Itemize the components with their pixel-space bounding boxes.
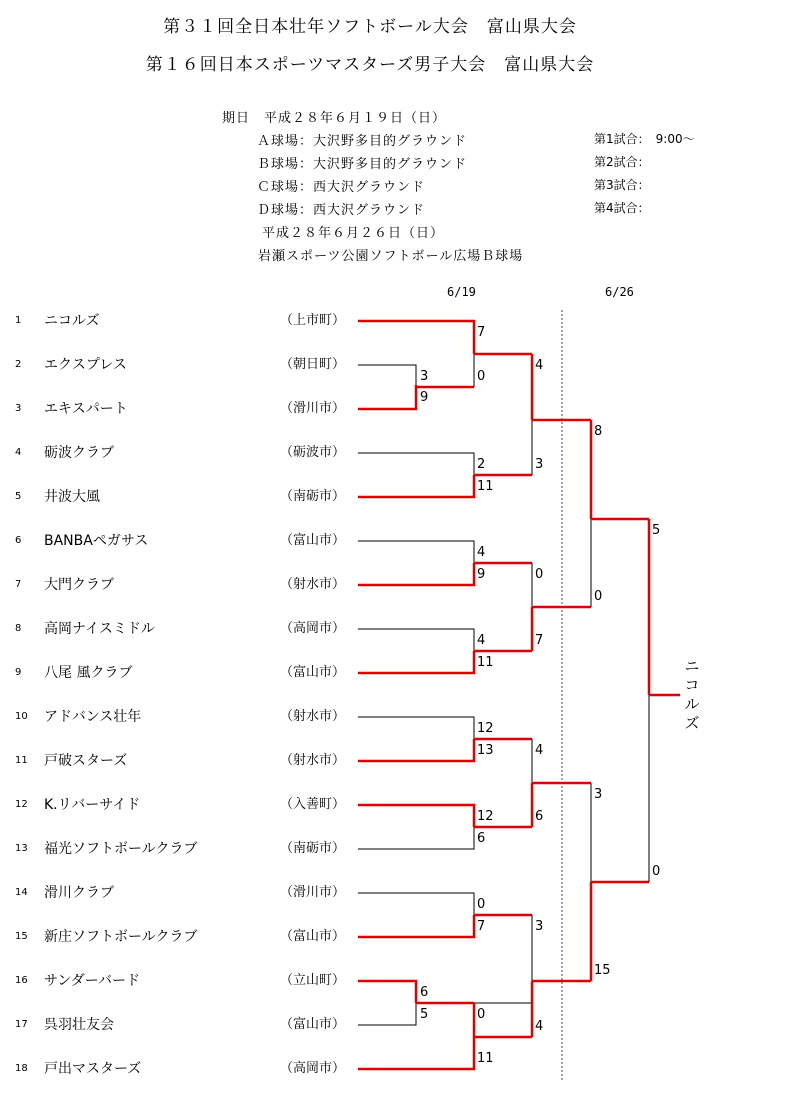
bracket-line [358,915,474,937]
team-name: エクスプレス [44,357,127,373]
team-number: 8 [15,623,22,634]
score-label: 13 [477,743,494,758]
team-number: 9 [15,667,22,678]
bracket-line [358,651,474,673]
team-city: （滑川市） [280,401,346,416]
venue-b: Ｂ球場：大沢野多目的グラウンド [257,157,468,172]
champion-label: ニコルズ [684,657,700,732]
venue-d: Ｄ球場：西大沢グラウンド [257,203,426,218]
team-name: BANBAペガサス [44,533,149,549]
bracket-line [358,739,474,761]
bracket-line [358,563,474,585]
team-number: 11 [15,755,28,766]
team-name: 新庄ソフトボールクラブ [44,929,198,945]
round-date-1: 6/19 [447,285,476,299]
team-number: 3 [15,403,22,414]
score-label: 7 [477,325,486,340]
team-city: （砺波市） [280,445,346,460]
score-label: 3 [535,457,544,472]
venue-a: Ａ球場：大沢野多目的グラウンド [257,134,468,149]
team-city: （高岡市） [280,621,346,636]
game-4-time: 第4試合： [594,201,650,215]
team-number: 1 [15,315,22,326]
team-number: 7 [15,579,22,590]
score-label: 3 [535,919,544,934]
score-label: 0 [477,369,486,384]
game-1-time: 第1試合： 9:00～ [594,132,695,146]
score-label: 6 [477,831,486,846]
team-number: 16 [15,975,28,986]
team-name: 戸出マスターズ [44,1061,142,1077]
bracket-line [358,717,474,739]
team-name: ニコルズ [44,313,100,329]
team-name: 高岡ナイスミドル [44,621,155,637]
bracket-line [358,321,474,354]
team-number: 4 [15,447,22,458]
score-label: 4 [477,633,486,648]
score-label: 5 [420,1007,429,1022]
team-name: 戸破スターズ [44,753,128,769]
score-label: 4 [535,743,544,758]
score-label: 12 [477,721,494,736]
venue-final: 岩瀬スポーツ公園ソフトボール広場Ｂ球場 [258,249,524,264]
team-city: （射水市） [280,753,346,768]
team-city: （立山町） [280,973,346,988]
team-name: 福光ソフトボールクラブ [44,841,198,857]
team-name: 井波大風 [44,489,100,505]
score-label: 2 [477,457,486,472]
team-city: （射水市） [280,709,346,724]
team-city: （富山市） [280,929,346,944]
bracket-line [358,805,474,827]
team-number: 2 [15,359,22,370]
score-label: 7 [535,633,544,648]
team-city: （富山市） [280,533,346,548]
score-label: 11 [477,479,494,494]
team-number: 13 [15,843,28,854]
team-name: 八尾 風クラブ [44,665,133,681]
score-label: 0 [594,589,603,604]
team-name: 砺波クラブ [44,445,114,461]
team-city: （高岡市） [280,1061,346,1076]
team-number: 17 [15,1019,28,1030]
team-number: 14 [15,887,28,898]
score-label: 6 [535,809,544,824]
bracket-line [358,365,416,385]
date-round-1: 期日 平成２８年６月１９日（日） [222,111,447,126]
venue-c: Ｃ球場：西大沢グラウンド [257,180,426,195]
score-label: 11 [477,655,494,670]
title-line-1: 第３１回全日本壮年ソフトボール大会 富山県大会 [163,17,577,37]
team-number: 12 [15,799,28,810]
team-city: （滑川市） [280,885,346,900]
bracket-line [358,541,474,563]
game-3-time: 第3試合： [594,178,650,192]
team-number: 10 [15,711,28,722]
round-date-2: 6/26 [605,285,634,299]
team-number: 5 [15,491,22,502]
team-name: サンダーバード [44,973,141,989]
bracket-line [358,475,474,497]
date-round-2: 平成２８年６月２６日（日） [262,226,445,241]
team-name: アドバンス壮年 [44,709,142,725]
team-city: （入善町） [280,797,346,812]
score-label: 6 [420,985,429,1000]
bracket-line [358,1003,416,1025]
score-label: 4 [535,358,544,373]
score-label: 4 [477,545,486,560]
score-label: 7 [477,919,486,934]
game-2-time: 第2試合： [594,155,650,169]
team-city: （南砺市） [280,489,346,504]
team-city: （射水市） [280,577,346,592]
team-number: 6 [15,535,22,546]
team-city: （富山市） [280,1017,346,1032]
score-label: 5 [652,523,661,538]
team-number: 15 [15,931,28,942]
score-label: 9 [420,390,429,405]
score-label: 8 [594,424,603,439]
score-label: 3 [594,787,603,802]
score-label: 4 [535,1019,544,1034]
score-label: 0 [477,897,486,912]
score-label: 0 [535,567,544,582]
team-name: 滑川クラブ [44,885,114,901]
score-label: 15 [594,963,611,978]
bracket-line [358,453,474,475]
bracket-line [358,981,416,1003]
team-name: 呉羽壮友会 [44,1017,114,1033]
title-line-2: 第１６回日本スポーツマスターズ男子大会 富山県大会 [145,55,595,75]
score-label: 0 [477,1007,486,1022]
team-name: K.リバーサイド [44,797,141,813]
team-city: （上市町） [280,313,346,328]
team-city: （富山市） [280,665,346,680]
bracket-line [358,385,416,409]
team-name: エキスパート [44,401,128,417]
team-city: （南砺市） [280,841,346,856]
score-label: 11 [477,1051,494,1066]
team-number: 18 [15,1063,28,1074]
team-city: （朝日町） [280,357,346,372]
bracket-line [358,629,474,651]
score-label: 12 [477,809,494,824]
score-label: 9 [477,567,486,582]
bracket-line [358,827,474,849]
score-label: 3 [420,369,429,384]
team-name: 大門クラブ [44,577,114,593]
score-label: 0 [652,864,661,879]
bracket-line [358,893,474,915]
